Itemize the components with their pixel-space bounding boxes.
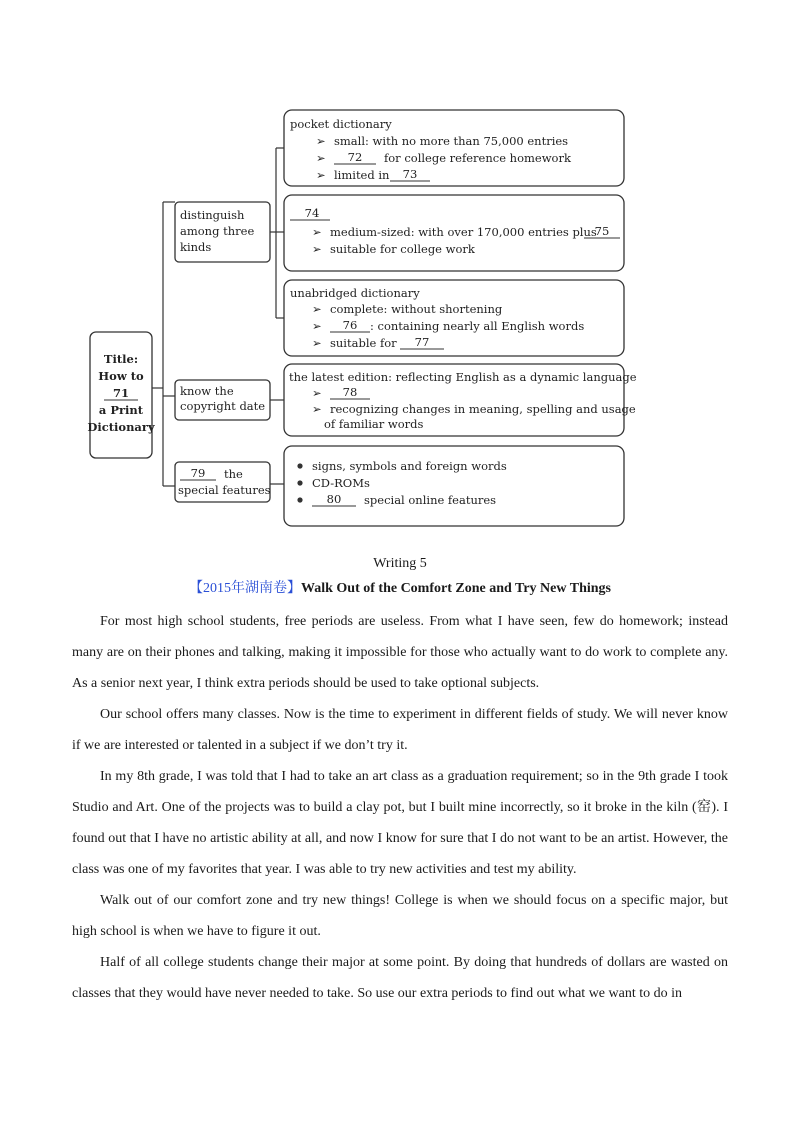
blank-76: 76 (342, 318, 358, 332)
medium-item-1: medium-sized: with over 170,000 entries plus (330, 225, 597, 239)
features-item-2: CD-ROMs (312, 476, 370, 490)
unabridged-item-2: : containing nearly all English words (370, 319, 585, 333)
paragraph-1: For most high school students, free periods are useless. From what I have seen, few do homework; instead many are on their phones and talking, making it impossible for those who actually want to do work to complete any. As a senior next year, I think extra periods should be used to take optional subjects. (72, 614, 728, 691)
pocket-item-2: for college reference homework (384, 151, 571, 165)
unabridged-item-1: complete: without shortening (330, 302, 503, 316)
pocket-arrow-2: ➢ (316, 151, 326, 165)
blank-78: 78 (342, 385, 358, 399)
latest-item-2: recognizing changes in meaning, spelling and usage (330, 402, 636, 416)
blank-72: 72 (347, 150, 363, 164)
branch-features-line-1b: the (224, 467, 243, 481)
branch-copyright-line-2: copyright date (180, 399, 266, 413)
features-bullet-2 (297, 480, 302, 485)
unabridged-arrow-2: ➢ (312, 319, 322, 333)
root-line-2: How to (98, 369, 144, 383)
latest-item-2-cont: of familiar words (324, 417, 424, 431)
pocket-heading: pocket dictionary (290, 117, 392, 131)
paragraph-3: In my 8th grade, I was told that I had to take an art class as a graduation requirement; so in the 9th grade I took Studio and Art. One of the projects was to build a clay pot, but I built mine incorrectly, so it broke in the kiln (窑). I found out that I have no artistic ability at all, and now I know for sure that I do not want to be an artist. However, the class was one of my favorites that year. I was able to try new activities and test my ability. (72, 769, 728, 877)
latest-heading: the latest edition: reflecting English as a dynamic language (289, 370, 637, 384)
features-bullet-3 (297, 497, 302, 502)
pocket-item-1: small: with no more than 75,000 entries (334, 134, 569, 148)
article-source: 【2015年湖南卷】 (189, 581, 301, 596)
blank-74: 74 (304, 206, 320, 220)
writing-label: Writing 5 (373, 556, 427, 571)
blank-77: 77 (414, 335, 430, 349)
branch-distinguish-line-1: distinguish (180, 208, 245, 222)
branch-distinguish-line-2: among three (180, 224, 255, 238)
root-line-5: Dictionary (87, 420, 155, 434)
blank-80: 80 (326, 492, 342, 506)
dictionary-mind-map (0, 0, 800, 540)
medium-arrow-2: ➢ (312, 242, 322, 256)
features-item-1: signs, symbols and foreign words (312, 459, 507, 473)
article-title (0, 577, 800, 597)
features-item-3: special online features (364, 493, 497, 507)
root-line-1: Title: (103, 352, 139, 366)
paragraph-5: Half of all college students change their major at some point. By doing that hundreds of dollars are wasted on classes that they would have never needed to take. So use our extra periods to find out what we want to do in (72, 955, 728, 1001)
root-line-4: a Print (98, 403, 144, 417)
blank-73: 73 (402, 167, 418, 181)
paragraph-2: Our school offers many classes. Now is the time to experiment in different fields of study. We will never know if we are interested or talented in a subject if we don’t try it. (72, 707, 728, 753)
pocket-item-3: limited in (334, 168, 390, 182)
unabridged-heading: unabridged dictionary (290, 286, 420, 300)
unabridged-arrow-3: ➢ (312, 336, 322, 350)
blank-75: 75 (594, 224, 610, 238)
latest-arrow-1: ➢ (312, 386, 322, 400)
medium-arrow-1: ➢ (312, 225, 322, 239)
blank-79: 79 (190, 466, 206, 480)
article-body (72, 606, 728, 1009)
unabridged-item-3: suitable for (330, 336, 397, 350)
pocket-arrow-1: ➢ (316, 134, 326, 148)
features-bullet-1 (297, 463, 302, 468)
branch-copyright-line-1: know the (180, 384, 234, 398)
branch-features-line-2: special features (178, 483, 271, 497)
branch-distinguish-line-3: kinds (180, 240, 212, 254)
connector-lines (152, 148, 284, 486)
paragraph-4: Walk out of our comfort zone and try new things! College is when we should focus on a specific major, but high school is when we have to figure it out. (72, 893, 728, 939)
medium-item-2: suitable for college work (330, 242, 475, 256)
latest-arrow-2: ➢ (312, 402, 322, 416)
article-title-text: Walk Out of the Comfort Zone and Try New Things (301, 581, 611, 596)
blank-71: 71 (112, 386, 130, 400)
pocket-arrow-3: ➢ (316, 168, 326, 182)
unabridged-arrow-1: ➢ (312, 302, 322, 316)
